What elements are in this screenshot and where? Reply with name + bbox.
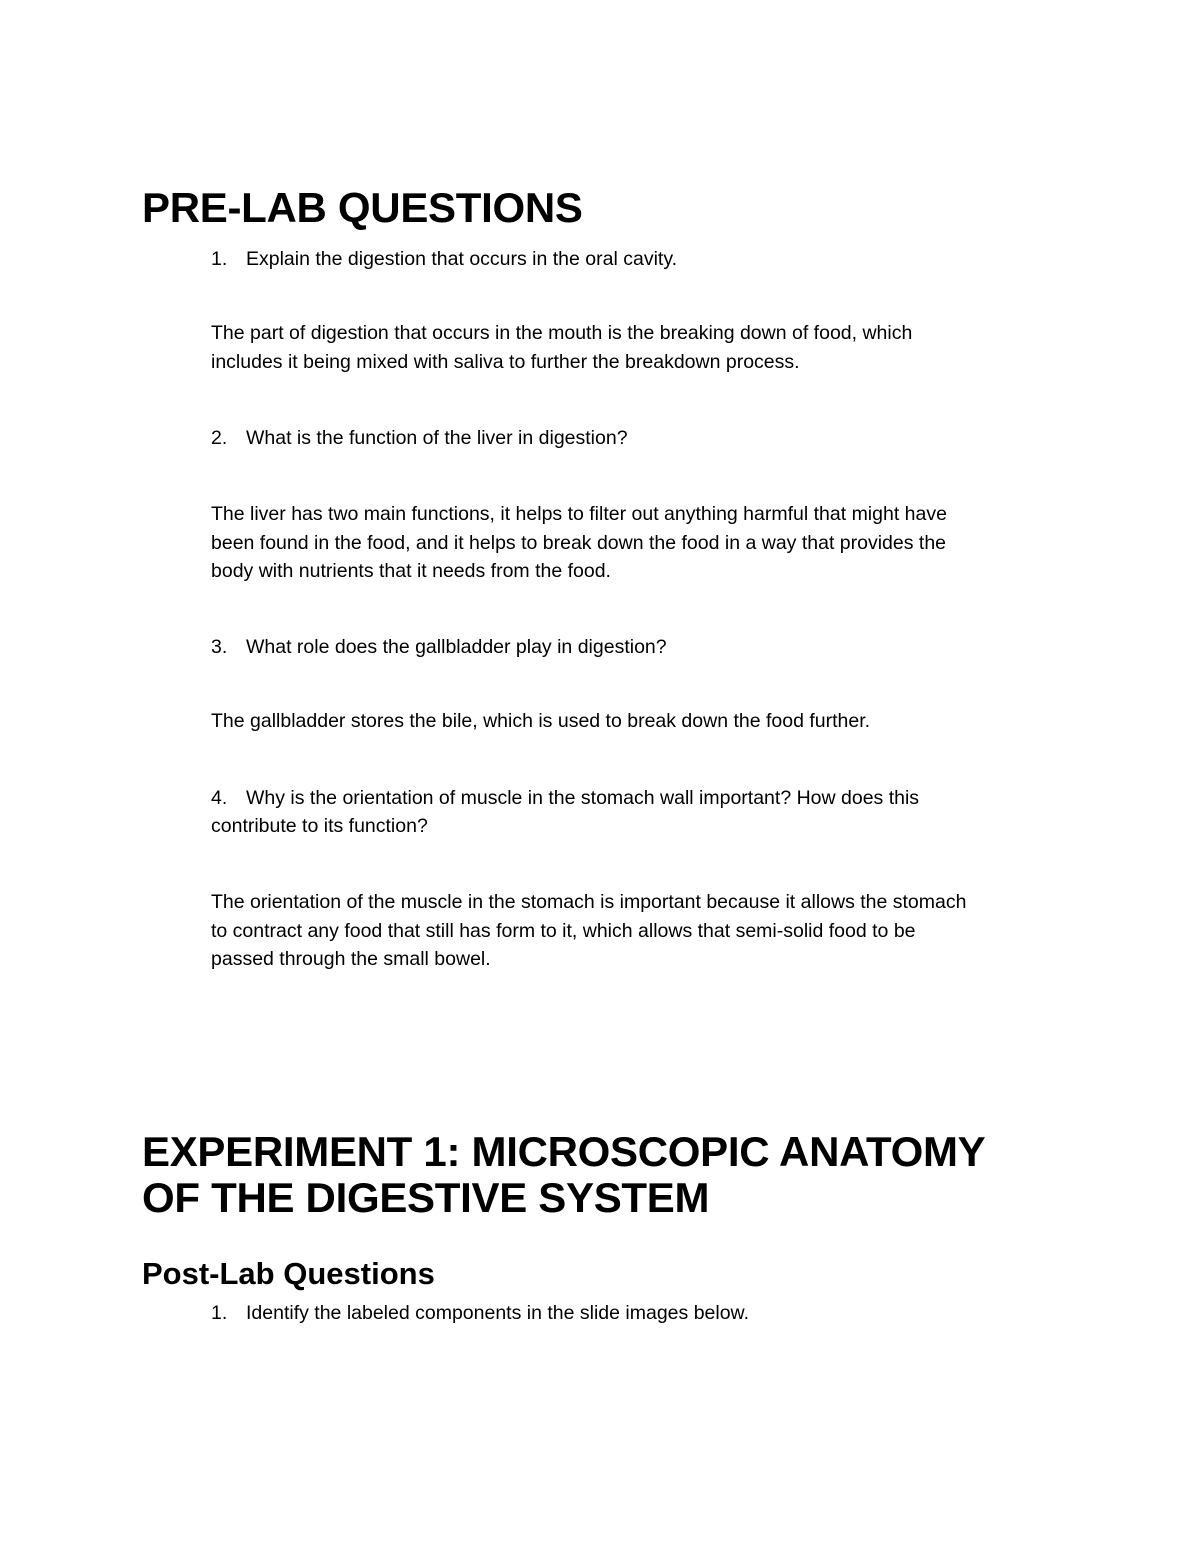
answer-line: been found in the food, and it helps to break down the food in a way that provides the — [211, 531, 947, 554]
question-number: 3. — [211, 636, 228, 658]
answer-line: body with nutrients that it needs from the food. — [211, 560, 611, 582]
question-text-line-1 — [211, 784, 919, 812]
question-text: Why is the orientation of muscle in the stomach wall important? How does this — [246, 787, 920, 809]
prelab-answer-2 — [211, 500, 1071, 586]
postlab-heading: Post-Lab Questions — [142, 1256, 435, 1291]
prelab-answer-1 — [211, 319, 1071, 376]
question-text: What role does the gallbladder play in digestion? — [246, 636, 667, 658]
prelab-answer-4 — [211, 888, 1071, 974]
question-text-line-2: contribute to its function? — [211, 815, 428, 837]
question-text: Identify the labeled components in the slide images below. — [246, 1302, 749, 1324]
question-text: What is the function of the liver in digestion? — [246, 427, 628, 449]
question-number: 4. — [211, 787, 228, 809]
answer-line: The liver has two main functions, it helps to filter out anything harmful that might have — [211, 503, 947, 525]
answer-line: The part of digestion that occurs in the mouth is the breaking down of food, which — [211, 322, 913, 344]
question-number: 2. — [211, 427, 228, 449]
prelab-question-4 — [211, 784, 919, 840]
answer-line: includes it being mixed with saliva to further the breakdown process. — [211, 350, 800, 373]
prelab-question-2 — [211, 424, 628, 452]
question-text: Explain the digestion that occurs in the oral cavity. — [246, 248, 678, 270]
prelab-question-1 — [211, 245, 677, 273]
experiment-heading-line-1: EXPERIMENT 1: MICROSCOPIC ANATOMY — [142, 1128, 986, 1175]
prelab-question-3 — [211, 633, 667, 661]
answer-line: passed through the small bowel. — [211, 948, 491, 970]
question-number: 1. — [211, 1302, 228, 1324]
answer-line: to contract any food that still has form to it, which allows that semi-solid food to be — [211, 919, 916, 942]
answer-line: The orientation of the muscle in the stomach is important because it allows the stomach — [211, 891, 967, 913]
experiment-heading-line-2: OF THE DIGESTIVE SYSTEM — [142, 1174, 710, 1221]
answer-line: The gallbladder stores the bile, which is used to break down the food further. — [211, 710, 871, 732]
prelab-answer-3 — [211, 707, 1071, 736]
question-number: 1. — [211, 248, 228, 270]
postlab-question-1 — [211, 1299, 749, 1327]
prelab-heading: PRE-LAB QUESTIONS — [142, 184, 583, 231]
